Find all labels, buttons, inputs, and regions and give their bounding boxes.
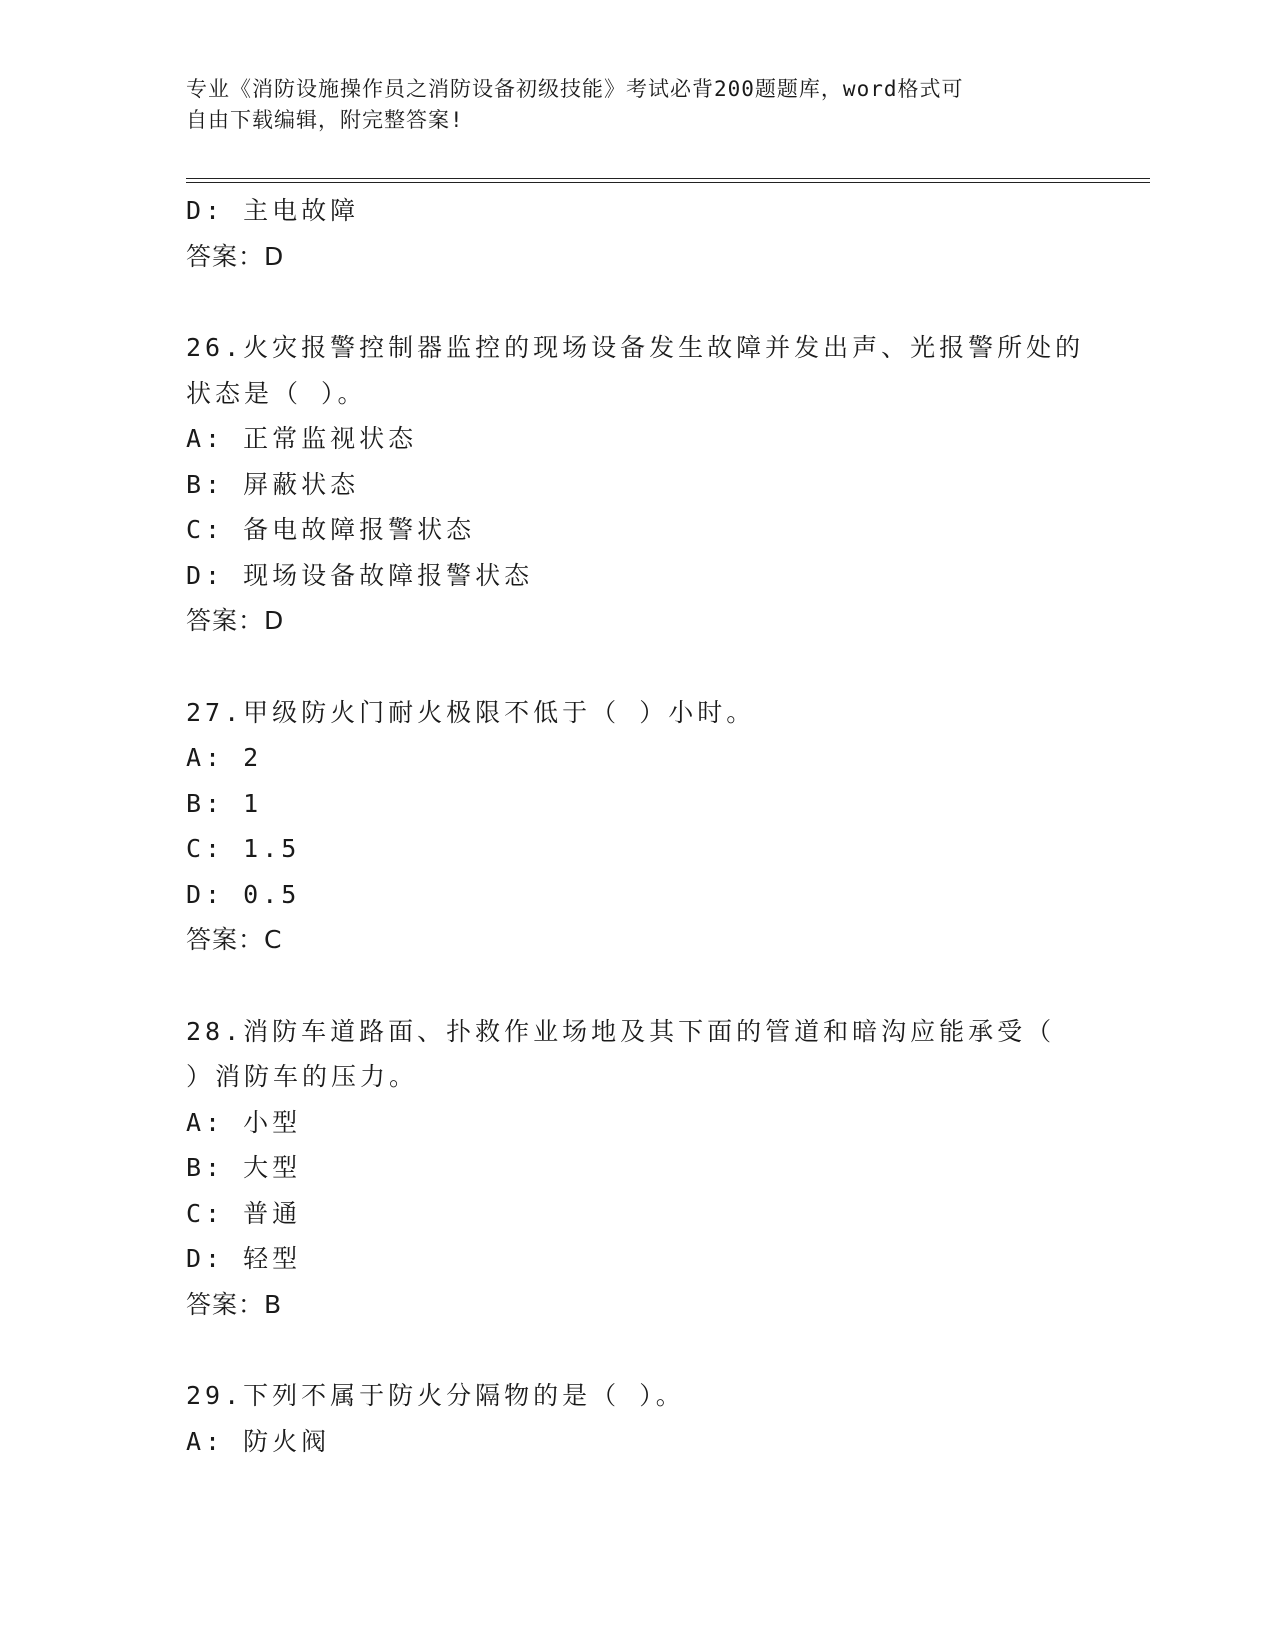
question-stem-cont: ）消防车的压力。 [186, 1062, 419, 1091]
option-a: A: 小型 [186, 1107, 302, 1137]
answer: 答案：B [186, 1289, 283, 1319]
answer: 答案：D [186, 606, 285, 635]
answer: 答案：C [186, 925, 283, 954]
question-28 [186, 1009, 1086, 1328]
option-c: C: 普通 [186, 1198, 302, 1228]
question-27 [186, 690, 1086, 963]
header-line-1: 专业《消防设施操作员之消防设备初级技能》考试必背200题题库，word格式可 [186, 77, 964, 101]
prev-option-d: D: 主电故障 [186, 196, 360, 225]
option-a: A: 2 [186, 743, 263, 772]
question-list [186, 188, 1086, 1464]
spacer [186, 279, 1086, 325]
question-29 [186, 1373, 1086, 1464]
option-b: B: 1 [186, 788, 263, 818]
prev-answer: 答案：D [186, 241, 285, 271]
question-stem: 26.火灾报警控制器监控的现场设备发生故障并发出声、光报警所处的 [186, 333, 1085, 362]
option-a: A: 防火阀 [186, 1426, 331, 1456]
option-b: B: 屏蔽状态 [186, 469, 360, 499]
header-divider-top [186, 178, 1150, 179]
document-header [186, 74, 1066, 136]
header-divider-bottom [186, 182, 1150, 183]
question-26 [186, 325, 1086, 644]
option-d: D: 现场设备故障报警状态 [186, 560, 534, 590]
option-c: C: 备电故障报警状态 [186, 515, 476, 544]
header-line-2: 自由下载编辑，附完整答案! [186, 108, 464, 132]
question-stem-cont: 状态是（ ）。 [186, 378, 367, 408]
question-stem: 28.消防车道路面、扑救作业场地及其下面的管道和暗沟应能承受（ [186, 1016, 1056, 1046]
spacer [186, 644, 1086, 690]
spacer [186, 1327, 1086, 1373]
option-d: D: 轻型 [186, 1244, 302, 1273]
option-b: B: 大型 [186, 1153, 302, 1182]
question-stem: 29.下列不属于防火分隔物的是（ ）。 [186, 1381, 685, 1410]
option-c: C: 1.5 [186, 834, 301, 863]
option-d: D: 0.5 [186, 879, 301, 909]
spacer [186, 963, 1086, 1009]
question-stem: 27.甲级防火门耐火极限不低于（ ）小时。 [186, 697, 756, 727]
option-a: A: 正常监视状态 [186, 424, 418, 453]
